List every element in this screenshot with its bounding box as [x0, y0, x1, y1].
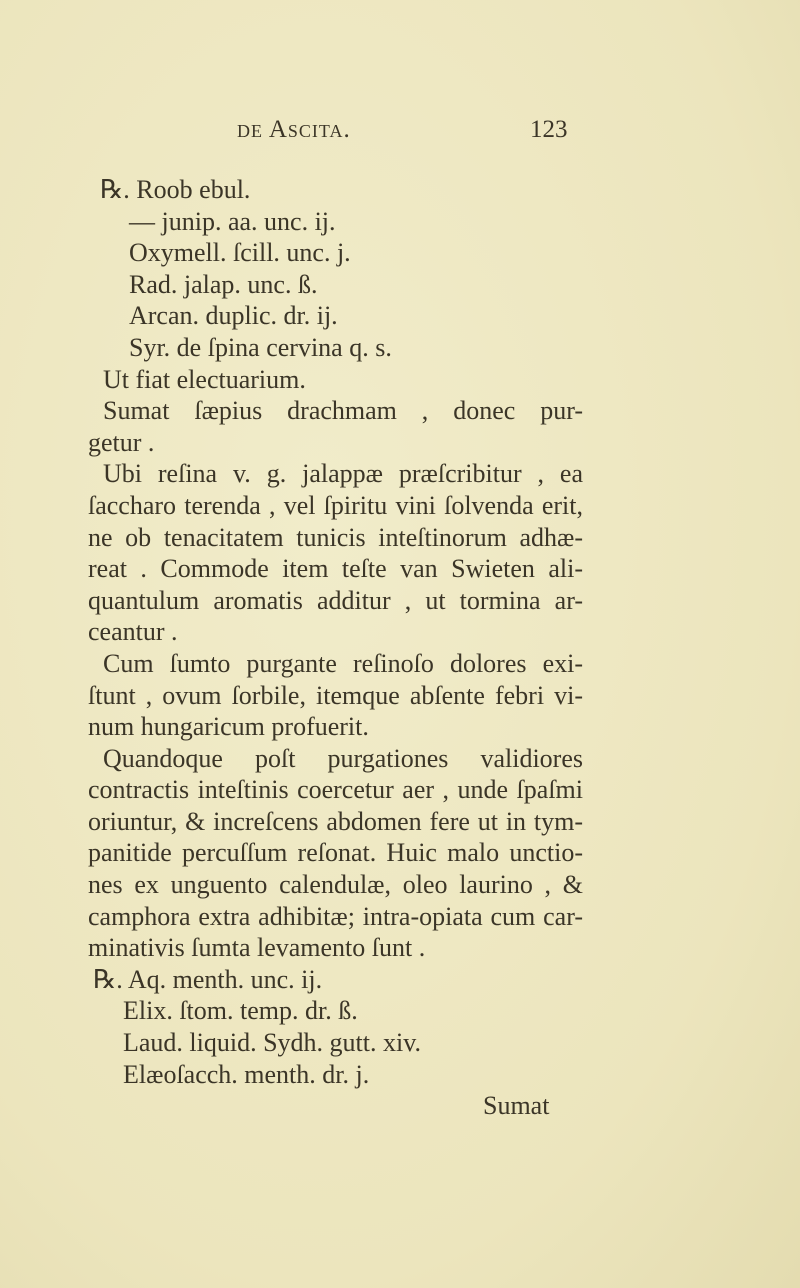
recipe-line: Elix. ſtom. temp. dr. ß. [123, 996, 358, 1026]
text-line: Ut fiat electuarium. [103, 364, 306, 394]
text-line: Quandoque poſt purgationes validiores [103, 743, 583, 773]
catchword: Sumat [483, 1091, 550, 1121]
text-line: ſaccharo terenda , vel ſpiritu vini ſolvenda erit, [88, 490, 583, 520]
recipe-line: Syr. de ſpina cervina q. s. [129, 332, 392, 362]
text-line: ceantur . [88, 617, 178, 647]
recipe-line: Rad. jalap. unc. ß. [129, 269, 318, 299]
text-line: num hungaricum profuerit. [88, 712, 369, 742]
text-line: ſtunt , ovum ſorbile, itemque abſente febri vi- [88, 680, 583, 710]
recipe-line: Laud. liquid. Sydh. gutt. xiv. [123, 1028, 422, 1058]
text-line: reat . Commode item teſte van Swieten ali- [88, 554, 583, 584]
recipe-line: — junip. aa. unc. ij. [129, 206, 336, 236]
recipe-line: ℞. Roob ebul. [100, 175, 251, 204]
text-line: Sumat ſæpius drachmam , donec pur- [103, 396, 583, 426]
text-line: minativis ſumta levamento ſunt . [88, 933, 426, 963]
text-line: ne ob tenacitatem tunicis inteſtinorum adhæ- [88, 522, 583, 552]
recipe-line: Elæoſacch. menth. dr. j. [123, 1059, 370, 1089]
page-number: 123 [530, 116, 568, 143]
chapter-title: de Ascita. [237, 116, 351, 143]
text-line: Cum ſumto purgante reſinoſo dolores exi- [103, 648, 583, 678]
text-line: quantulum aromatis additur , ut tormina ar- [88, 585, 583, 615]
body-text [88, 174, 583, 1122]
text-line: camphora extra adhibitæ; intra-opiata cum car- [88, 901, 583, 931]
running-head [0, 116, 800, 150]
text-line: Ubi reſina v. g. jalappæ præſcribitur , ea [103, 459, 583, 489]
recipe-line: ℞. Aq. menth. unc. ij. [93, 964, 323, 994]
text-line: getur . [88, 427, 155, 457]
recipe-line: Arcan. duplic. dr. ij. [129, 301, 338, 331]
text-line: nes ex unguento calendulæ, oleo laurino , & [88, 870, 583, 900]
text-line: contractis inteſtinis coercetur aer , unde ſpaſmi [88, 775, 583, 805]
text-line: oriuntur, & increſcens abdomen fere ut in tym- [88, 806, 583, 836]
text-line: panitide percuſſum reſonat. Huic malo unctio- [88, 838, 583, 868]
recipe-line: Oxymell. ſcill. unc. j. [129, 238, 351, 268]
